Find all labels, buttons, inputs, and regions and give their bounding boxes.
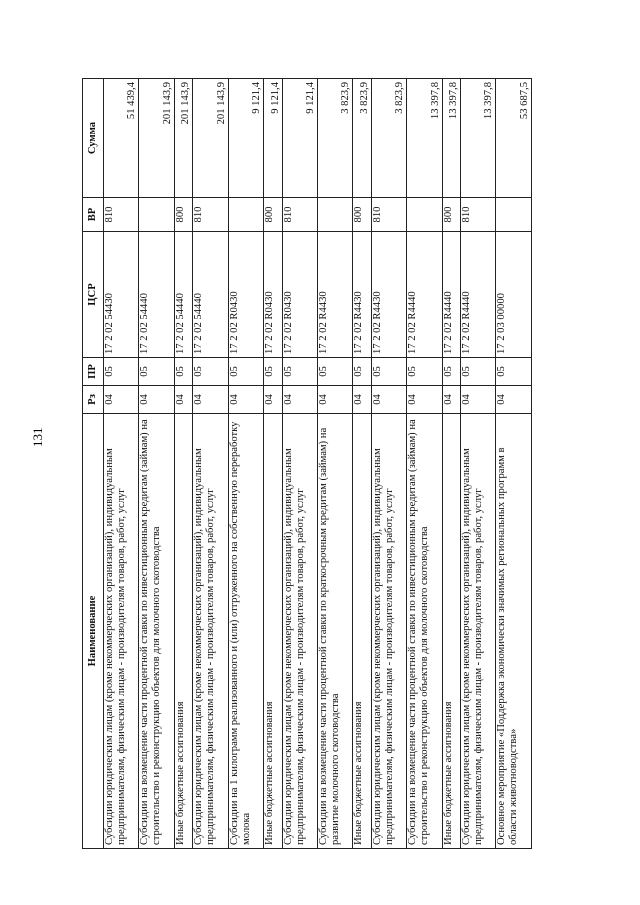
cell-sum: 13 397,8 — [407, 79, 442, 198]
cell-csr: 17 2 02 R4440 — [442, 232, 460, 358]
cell-vr — [496, 198, 532, 232]
header-sum: Сумма — [83, 79, 104, 198]
cell-name: Иные бюджетные ассигнования — [442, 414, 460, 849]
cell-name: Иные бюджетные ассигнования — [174, 414, 192, 849]
cell-rz: 04 — [371, 386, 406, 414]
cell-vr: 800 — [174, 198, 192, 232]
cell-rz: 04 — [461, 386, 496, 414]
cell-csr: 17 2 02 R0430 — [282, 232, 317, 358]
table-header-row — [83, 79, 104, 849]
table-row — [407, 79, 442, 849]
cell-rz: 04 — [174, 386, 192, 414]
cell-csr: 17 2 02 R4430 — [317, 232, 352, 358]
table-row — [193, 79, 228, 849]
cell-sum: 3 823,9 — [371, 79, 406, 198]
cell-sum: 51 439,4 — [104, 79, 139, 198]
cell-name: Иные бюджетные ассигнования — [264, 414, 282, 849]
cell-rz: 04 — [496, 386, 532, 414]
cell-pr: 05 — [282, 358, 317, 386]
cell-vr: 800 — [353, 198, 371, 232]
header-rz: Рз — [83, 386, 104, 414]
cell-sum: 201 143,9 — [139, 79, 174, 198]
cell-pr: 05 — [104, 358, 139, 386]
header-pr: ПР — [83, 358, 104, 386]
cell-vr — [228, 198, 263, 232]
cell-vr: 810 — [371, 198, 406, 232]
cell-vr: 810 — [193, 198, 228, 232]
cell-rz: 04 — [407, 386, 442, 414]
cell-vr — [407, 198, 442, 232]
cell-pr: 05 — [407, 358, 442, 386]
header-name: Наименование — [83, 414, 104, 849]
cell-name: Субсидии юридическим лицам (кроме некоммерческих организаций), индивидуальным предпринимателям, физическим лицам - производителям товаров, работ, услуг — [461, 414, 496, 849]
table-row — [461, 79, 496, 849]
page-number: 131 — [30, 427, 45, 447]
budget-table — [82, 78, 532, 849]
table-row — [496, 79, 532, 849]
cell-rz: 04 — [228, 386, 263, 414]
cell-pr: 05 — [174, 358, 192, 386]
cell-csr: 17 2 02 R4440 — [461, 232, 496, 358]
cell-csr: 17 2 02 54440 — [174, 232, 192, 358]
cell-rz: 04 — [104, 386, 139, 414]
cell-rz: 04 — [353, 386, 371, 414]
cell-sum: 3 823,9 — [353, 79, 371, 198]
cell-sum: 13 397,8 — [442, 79, 460, 198]
cell-rz: 04 — [442, 386, 460, 414]
table-row — [264, 79, 282, 849]
cell-name: Субсидии на 1 килограмм реализованного и (или) отгруженного на собственную переработку молока — [228, 414, 263, 849]
header-csr: ЦСР — [83, 232, 104, 358]
cell-pr: 05 — [139, 358, 174, 386]
table-row — [174, 79, 192, 849]
cell-vr: 810 — [282, 198, 317, 232]
cell-vr — [139, 198, 174, 232]
cell-name: Субсидии юридическим лицам (кроме некоммерческих организаций), индивидуальным предпринимателям, физическим лицам - производителям товаров, работ, услуг — [282, 414, 317, 849]
cell-pr: 05 — [496, 358, 532, 386]
cell-sum: 9 121,4 — [228, 79, 263, 198]
cell-csr: 17 2 02 R4430 — [353, 232, 371, 358]
cell-sum: 201 143,9 — [174, 79, 192, 198]
cell-name: Основное мероприятие «Поддержка экономически значимых региональных программ в области животноводства» — [496, 414, 532, 849]
cell-pr: 05 — [193, 358, 228, 386]
cell-sum: 13 397,8 — [461, 79, 496, 198]
header-vr: ВР — [83, 198, 104, 232]
table-row — [371, 79, 406, 849]
table-row — [104, 79, 139, 849]
cell-csr: 17 2 03 00000 — [496, 232, 532, 358]
table-row — [317, 79, 352, 849]
cell-pr: 05 — [461, 358, 496, 386]
table-row — [442, 79, 460, 849]
cell-sum: 53 687,5 — [496, 79, 532, 198]
cell-vr: 800 — [442, 198, 460, 232]
cell-rz: 04 — [139, 386, 174, 414]
cell-csr: 17 2 02 54440 — [193, 232, 228, 358]
cell-pr: 05 — [371, 358, 406, 386]
cell-name: Субсидии юридическим лицам (кроме некоммерческих организаций), индивидуальным предпринимателям, физическим лицам - производителям товаров, работ, услуг — [193, 414, 228, 849]
cell-pr: 05 — [442, 358, 460, 386]
cell-pr: 05 — [228, 358, 263, 386]
cell-vr: 800 — [264, 198, 282, 232]
cell-sum: 9 121,4 — [282, 79, 317, 198]
budget-table-rotated — [82, 79, 532, 849]
table-row — [139, 79, 174, 849]
cell-csr: 17 2 02 54430 — [104, 232, 139, 358]
cell-pr: 05 — [264, 358, 282, 386]
cell-rz: 04 — [264, 386, 282, 414]
cell-vr: 810 — [461, 198, 496, 232]
cell-csr: 17 2 02 54440 — [139, 232, 174, 358]
cell-sum: 9 121,4 — [264, 79, 282, 198]
cell-rz: 04 — [317, 386, 352, 414]
cell-name: Субсидии на возмещение части процентной ставки по инвестиционным кредитам (займам) на строительство и реконструкцию объектов для молочного скотоводства — [407, 414, 442, 849]
table-row — [282, 79, 317, 849]
cell-pr: 05 — [317, 358, 352, 386]
cell-rz: 04 — [282, 386, 317, 414]
cell-name: Субсидии на возмещение части процентной ставки по инвестиционным кредитам (займам) на строительство и реконструкцию объектов для молочного скотоводства — [139, 414, 174, 849]
table-row — [353, 79, 371, 849]
table-row — [228, 79, 263, 849]
cell-name: Субсидии на возмещение части процентной ставки по краткосрочным кредитам (займам) на развитие молочного скотоводства — [317, 414, 352, 849]
cell-name: Иные бюджетные ассигнования — [353, 414, 371, 849]
cell-pr: 05 — [353, 358, 371, 386]
cell-sum: 201 143,9 — [193, 79, 228, 198]
cell-csr: 17 2 02 R4430 — [371, 232, 406, 358]
cell-csr: 17 2 02 R4440 — [407, 232, 442, 358]
cell-rz: 04 — [193, 386, 228, 414]
cell-name: Субсидии юридическим лицам (кроме некоммерческих организаций), индивидуальным предпринимателям, физическим лицам - производителям товаров, работ, услуг — [371, 414, 406, 849]
cell-name: Субсидии юридическим лицам (кроме некоммерческих организаций), индивидуальным предпринимателям, физическим лицам - производителям товаров, работ, услуг — [104, 414, 139, 849]
cell-vr — [317, 198, 352, 232]
cell-csr: 17 2 02 R0430 — [228, 232, 263, 358]
cell-csr: 17 2 02 R0430 — [264, 232, 282, 358]
cell-vr: 810 — [104, 198, 139, 232]
cell-sum: 3 823,9 — [317, 79, 352, 198]
